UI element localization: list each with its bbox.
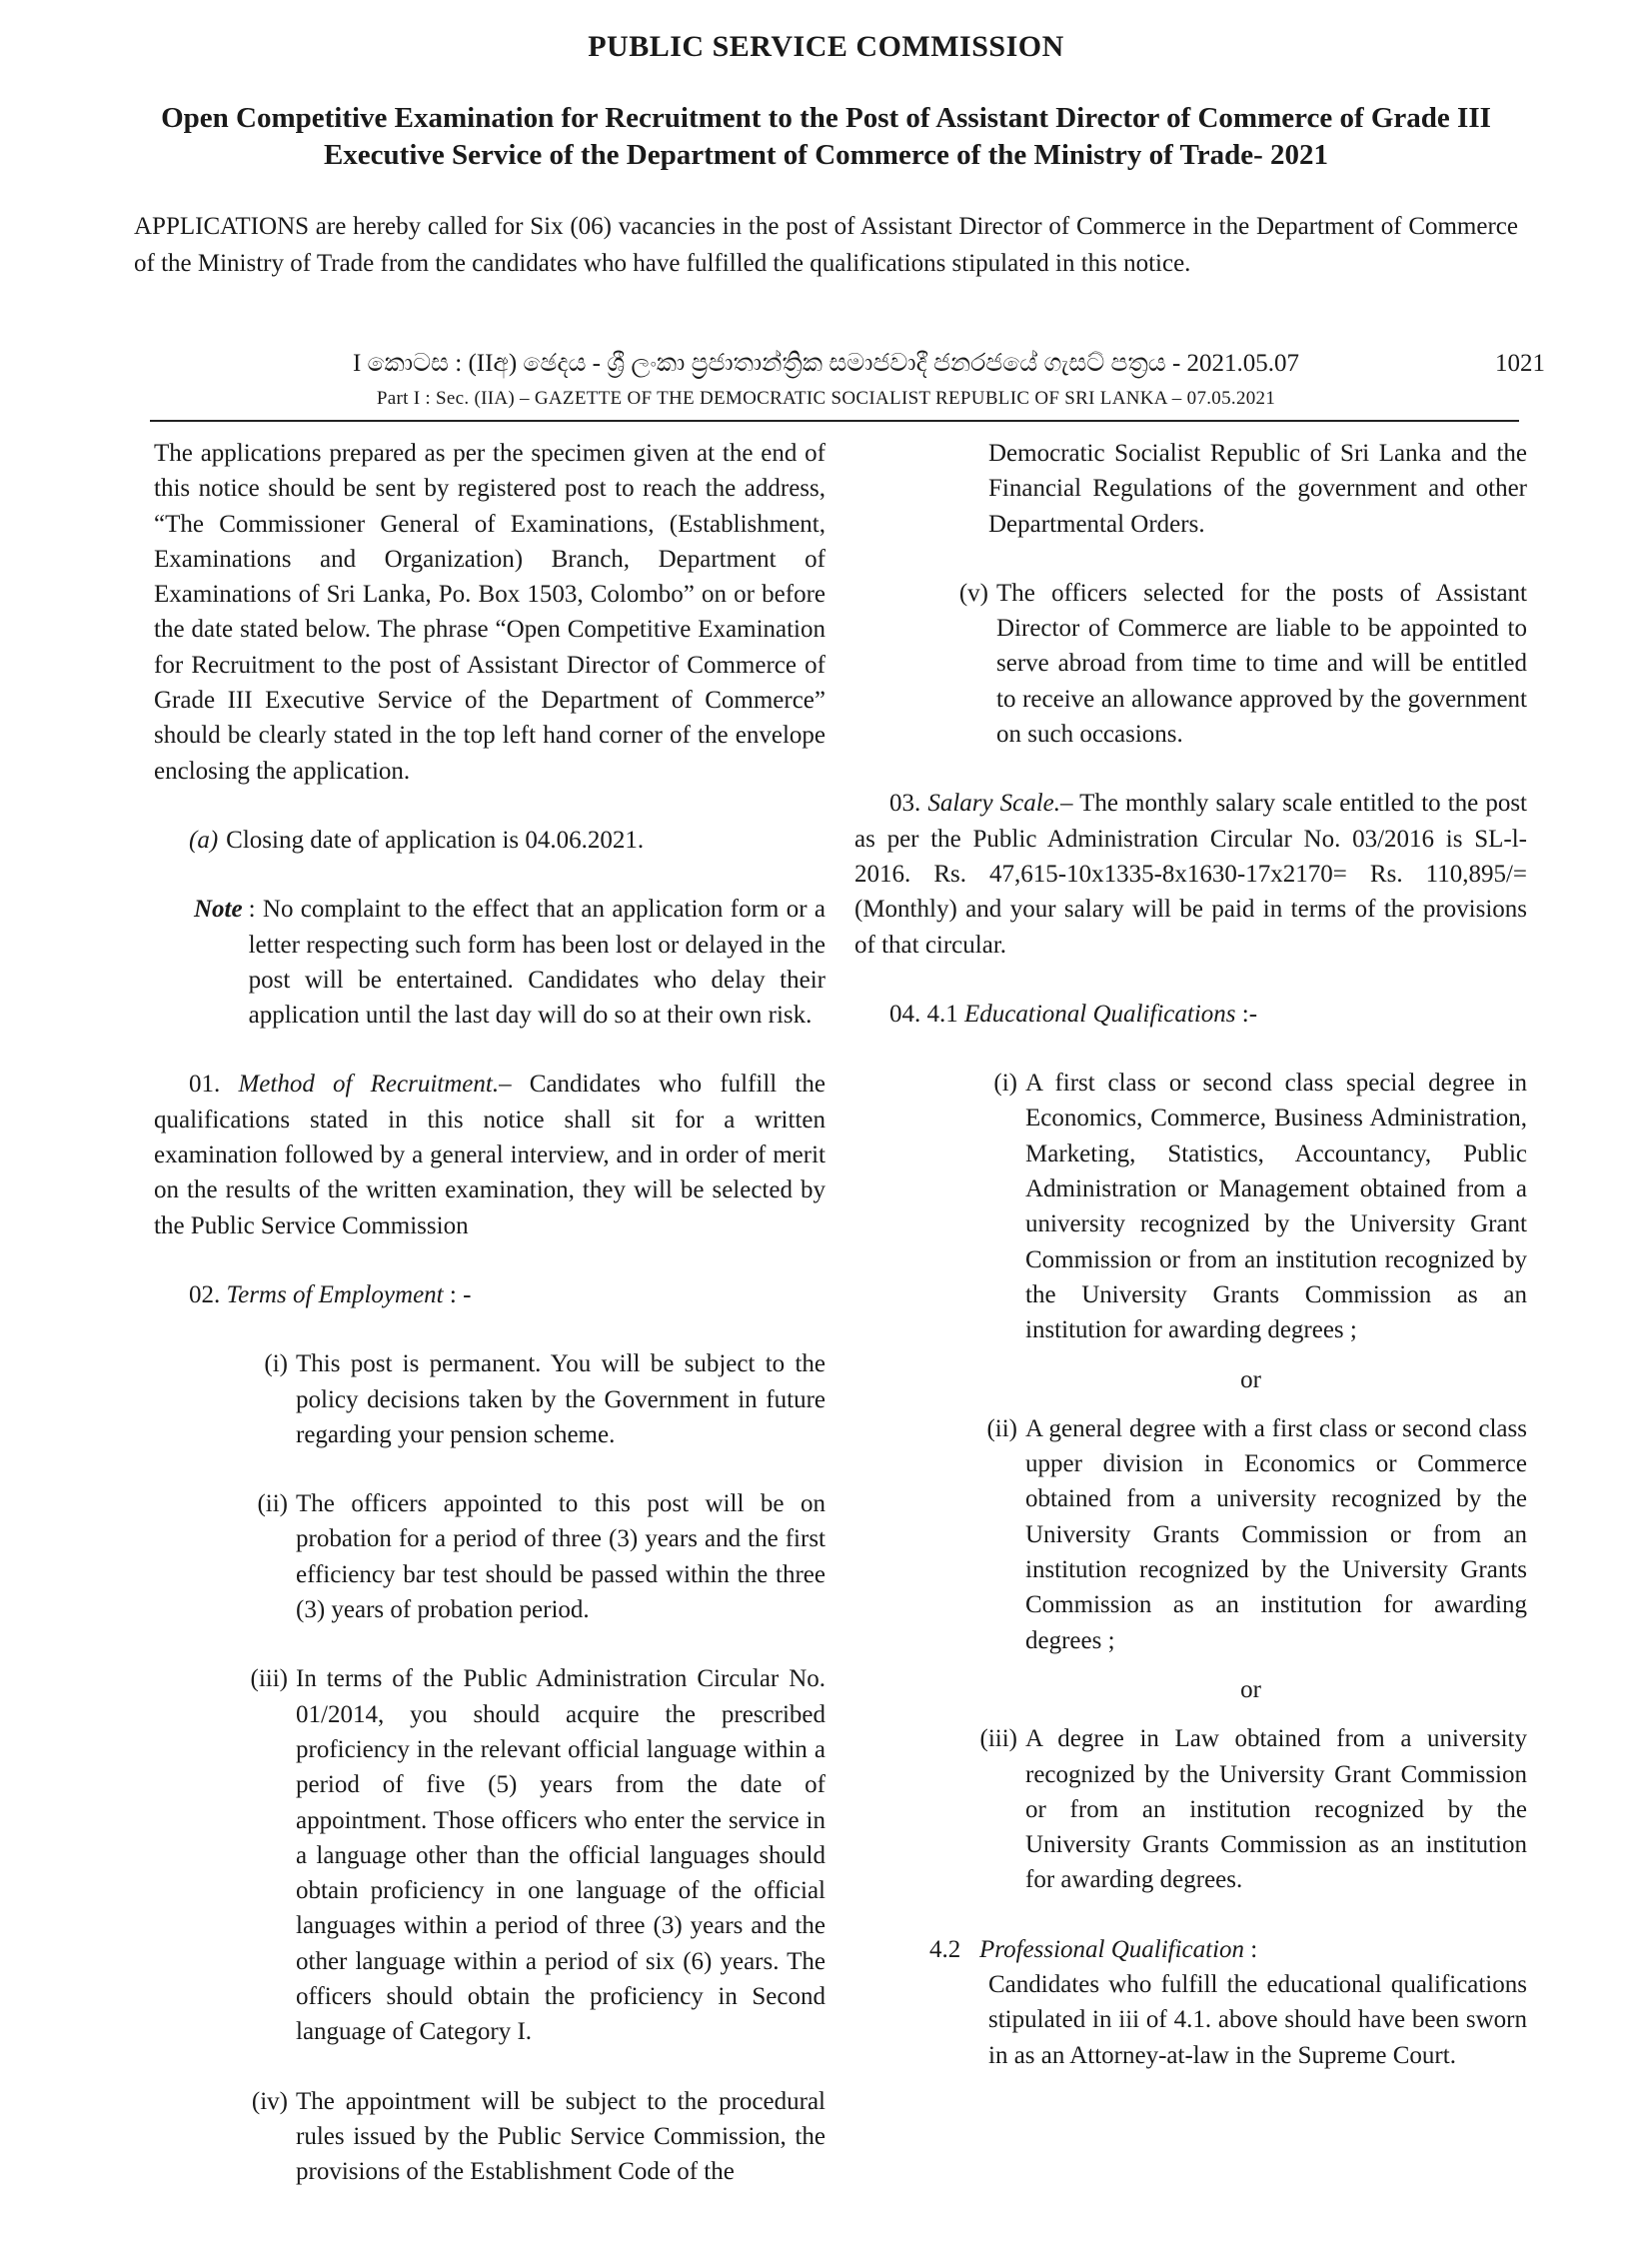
- gazette-header: [150, 350, 1502, 418]
- note-block: [154, 892, 826, 1033]
- section-02-suffix: : -: [443, 1280, 472, 1308]
- closing-date-text: Closing date of application is 04.06.2021.: [226, 826, 645, 854]
- pq-suffix: :: [1244, 1935, 1258, 1963]
- closing-date-label: (a): [189, 826, 219, 854]
- section-04-title: Educational Qualifications: [964, 1000, 1236, 1028]
- terms-item: [154, 2084, 826, 2190]
- page-number: 1021: [1495, 350, 1545, 377]
- note-label: Note: [194, 896, 243, 924]
- terms-item-text: The officers selected for the posts of Assistant Director of Commerce are liable to be appointed to serve abroad from time to time and will be entitled to receive an allowance approved by the government on such occasions.: [996, 579, 1527, 749]
- terms-item-text: The officers appointed to this post will be on probation for a period of three (3) years and the first efficiency bar test should be passed within the three (3) years of probation period.: [296, 1490, 826, 1624]
- edu-item-label: (iii): [979, 1725, 1017, 1753]
- edu-item-label: (i): [993, 1070, 1017, 1098]
- pq-heading: [854, 1932, 1527, 1967]
- left-column: [154, 436, 826, 2223]
- section-03: [854, 786, 1527, 962]
- terms-item-label: (i): [264, 1350, 288, 1378]
- section-01-title: Method of Recruitment.–: [238, 1071, 512, 1099]
- header-divider: [150, 420, 1519, 422]
- terms-item: [154, 1486, 826, 1627]
- section-04-suffix: :-: [1235, 1000, 1258, 1028]
- pq-title: Professional Qualification: [979, 1935, 1245, 1963]
- terms-item: [154, 1346, 826, 1452]
- terms-item-iv-continued: Democratic Socialist Republic of Sri Lanka and the Financial Regulations of the government and other Departmental Orders.: [988, 440, 1527, 538]
- closing-date-item: [154, 823, 826, 858]
- section-03-title: Salary Scale.–: [927, 790, 1073, 818]
- right-column: [854, 436, 1527, 2107]
- section-01-number: 01.: [189, 1071, 221, 1099]
- edu-item-text: A first class or second class special degree in Economics, Commerce, Business Administration, Marketing, Statistics, Accountancy, Public Administration or Management obtained from a university recognized by the University Grant Commission or from an institution recognized by the University Grants Commission as an institution for awarding degrees ;: [1025, 1070, 1527, 1344]
- org-title: PUBLIC SERVICE COMMISSION: [588, 30, 1064, 63]
- professional-qualification: [854, 1932, 1527, 2073]
- section-03-text: The monthly salary scale entitled to the post as per the Public Administration Circular No. 03/2016 is SL-l-2016. Rs. 47,615-10x1335-8x1630-17x2170= Rs. 110,895/= (Monthly) and your salary will be paid in terms of the provisions of that circular.: [854, 790, 1528, 959]
- section-04-number: 04. 4.1: [889, 1000, 958, 1028]
- edu-item: [854, 1721, 1527, 1897]
- edu-item-text: A degree in Law obtained from a university recognized by the University Grant Commission or from an institution recognized by the University Grants Commission as an institution for awarding degrees.: [1025, 1725, 1527, 1894]
- applications-paragraph: The applications prepared as per the specimen given at the end of this notice should be sent by registered post to reach the address, “The Commissioner General of Examinations, (Establishment, Examinations and Organization) Branch, Department of Examinations of Sri Lanka, Po. Box 1503, Colombo” on or before the date stated below. The phrase “Open Competitive Examination for Recruitment to the post of Assistant Director of Commerce of Grade III Executive Service of the Department of Commerce” should be clearly stated in the top left hand corner of the envelope enclosing the application.: [154, 440, 826, 785]
- terms-item: [154, 1661, 826, 2049]
- note-text: : No complaint to the effect that an application form or a letter respecting such form has been lost or delayed in the post will be entertained. Candidates who delay their application until the last day will do so at their own risk.: [248, 896, 826, 1030]
- pq-number: 4.2: [929, 1935, 961, 1963]
- terms-item-text: The appointment will be subject to the procedural rules issued by the Public Service Commission, the provisions of the Establishment Code of the: [296, 2087, 826, 2186]
- edu-item: [854, 1411, 1527, 1658]
- edu-item-label: (ii): [986, 1414, 1017, 1442]
- or-separator: or: [1240, 1365, 1261, 1393]
- gazette-header-english: Part I : Sec. (IIA) – GAZETTE OF THE DEMOCRATIC SOCIALIST REPUBLIC OF SRI LANKA – 07.05.2021: [376, 388, 1276, 409]
- section-02-title: Terms of Employment: [226, 1280, 444, 1308]
- terms-item-label: (iii): [250, 1665, 288, 1693]
- intro-paragraph: APPLICATIONS are hereby called for Six (06) vacancies in the post of Assistant Director of Commerce in the Department of Commerce of the Ministry of Trade from the candidates who have fulfilled the qualifications stipulated in this notice.: [134, 213, 1518, 277]
- section-01-text: Candidates who fulfill the qualifications stated in this notice shall sit for a written examination followed by a general interview, and in order of merit on the results of the written examination, they will be selected by the Public Service Commission: [154, 1071, 826, 1239]
- section-02-heading: [154, 1277, 826, 1312]
- terms-item-text: In terms of the Public Administration Circular No. 01/2014, you should acquire the prescribed proficiency in the relevant official language within a period of five (5) years from the date of appointment. Those officers who enter the service in a language other than the official languages should obtain proficiency in one language of the official languages within a period of three (3) years and the other language within a period of six (6) years. The officers should obtain the proficiency in Second language of Category I.: [296, 1665, 826, 2046]
- section-01: [154, 1067, 826, 1242]
- terms-item-label: (v): [958, 579, 988, 607]
- section-03-number: 03.: [889, 790, 921, 818]
- edu-item-text: A general degree with a first class or second class upper division in Economics or Commerce obtained from a university recognized by the University Grants Commission or from an institution recognized by the University Grants Commission as an institution for awarding degrees ;: [1025, 1414, 1527, 1654]
- gazette-header-sinhala: I කොටස : (IIඅ) ඡෙදය - ශ්‍රී ලංකා ප්‍රජාතාන්ත්‍රික සමාජවාදී ජනරජයේ ගැසට් පත්‍රය - 2021.05.07: [352, 350, 1300, 377]
- section-02-number: 02.: [189, 1280, 221, 1308]
- section-04-heading: [854, 997, 1527, 1032]
- pq-text: Candidates who fulfill the educational qualifications stipulated in iii of 4.1. above should have been sworn in as an Attorney-at-law in the Supreme Court.: [988, 1970, 1527, 2069]
- terms-item-text: This post is permanent. You will be subject to the policy decisions taken by the Government in future regarding your pension scheme.: [296, 1350, 826, 1448]
- terms-item-label: (iv): [251, 2087, 288, 2115]
- or-separator: or: [1240, 1675, 1261, 1703]
- terms-item-v: [854, 576, 1527, 752]
- exam-title: Open Competitive Examination for Recruitment to the Post of Assistant Director of Commerce of Grade III Executive Service of the Department of Commerce of the Ministry of Trade- 2021: [161, 102, 1491, 171]
- terms-item-label: (ii): [257, 1490, 288, 1518]
- edu-item: [854, 1066, 1527, 1347]
